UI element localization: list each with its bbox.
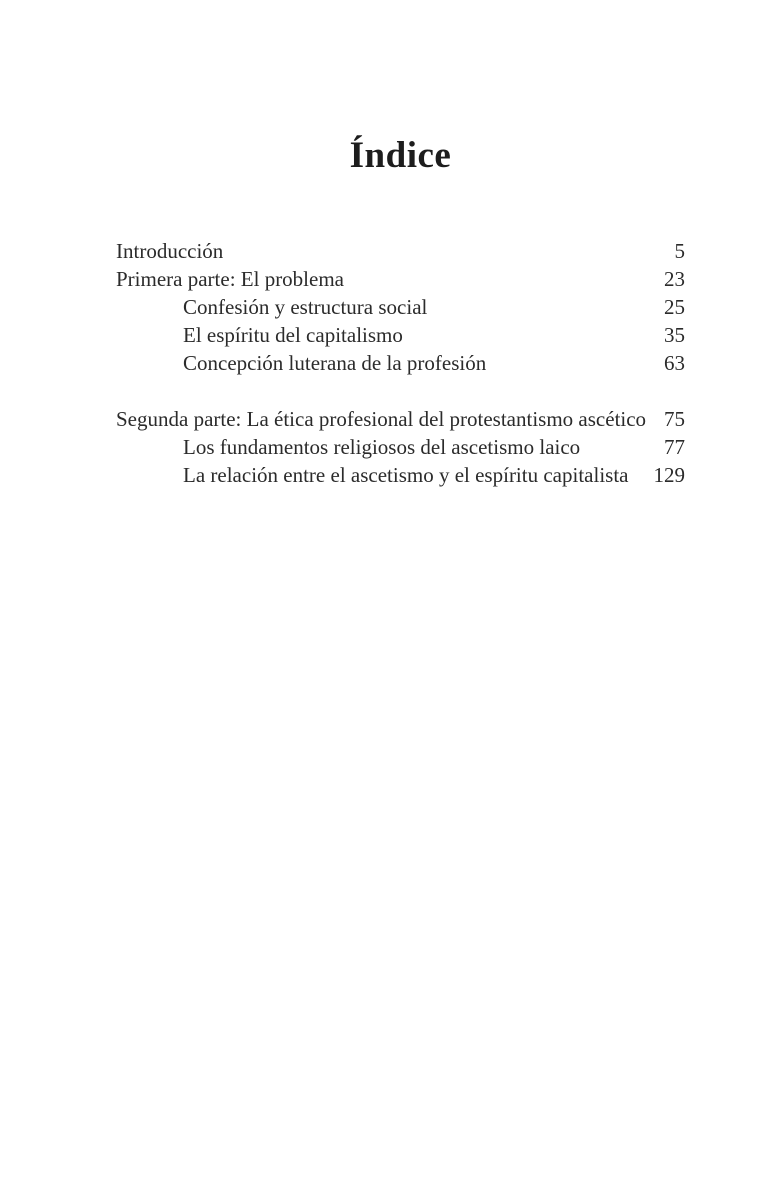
- toc-entry-label: Confesión y estructura social: [183, 295, 428, 320]
- toc-entry-page-number: 77: [664, 435, 685, 460]
- toc-entry-page-number: 35: [664, 323, 685, 348]
- toc-entry-label: Segunda parte: La ética profesional del protestantismo ascético: [116, 407, 647, 432]
- book-page: [116, 0, 685, 1200]
- toc-entry-page-number: 23: [664, 267, 685, 292]
- toc-entry-page-number: 75: [664, 407, 685, 432]
- toc-entry-label: Los fundamentos religiosos del ascetismo laico: [183, 435, 581, 460]
- toc-entry-label: Introducción: [116, 239, 224, 264]
- toc-entry-page-number: 129: [653, 463, 685, 488]
- table-of-contents: [116, 237, 685, 489]
- toc-entry-page-number: 63: [664, 351, 685, 376]
- toc-entry-label: La relación entre el ascetismo y el espíritu capitalista: [183, 463, 629, 488]
- toc-entry-page-number: 5: [674, 239, 685, 264]
- toc-entry: [116, 461, 685, 489]
- toc-entry: [116, 433, 685, 461]
- toc-entry-label: Primera parte: El problema: [116, 267, 344, 292]
- toc-entry: [116, 265, 685, 293]
- toc-entry: [116, 405, 685, 433]
- toc-entry: [116, 321, 685, 349]
- toc-entry-page-number: 25: [664, 295, 685, 320]
- page-title: Índice: [349, 135, 452, 176]
- toc-entry: [116, 237, 685, 265]
- toc-entry-label: El espíritu del capitalismo: [183, 323, 403, 348]
- toc-entry-label: Concepción luterana de la profesión: [183, 351, 487, 376]
- toc-entry: [116, 293, 685, 321]
- toc-entry: [116, 349, 685, 377]
